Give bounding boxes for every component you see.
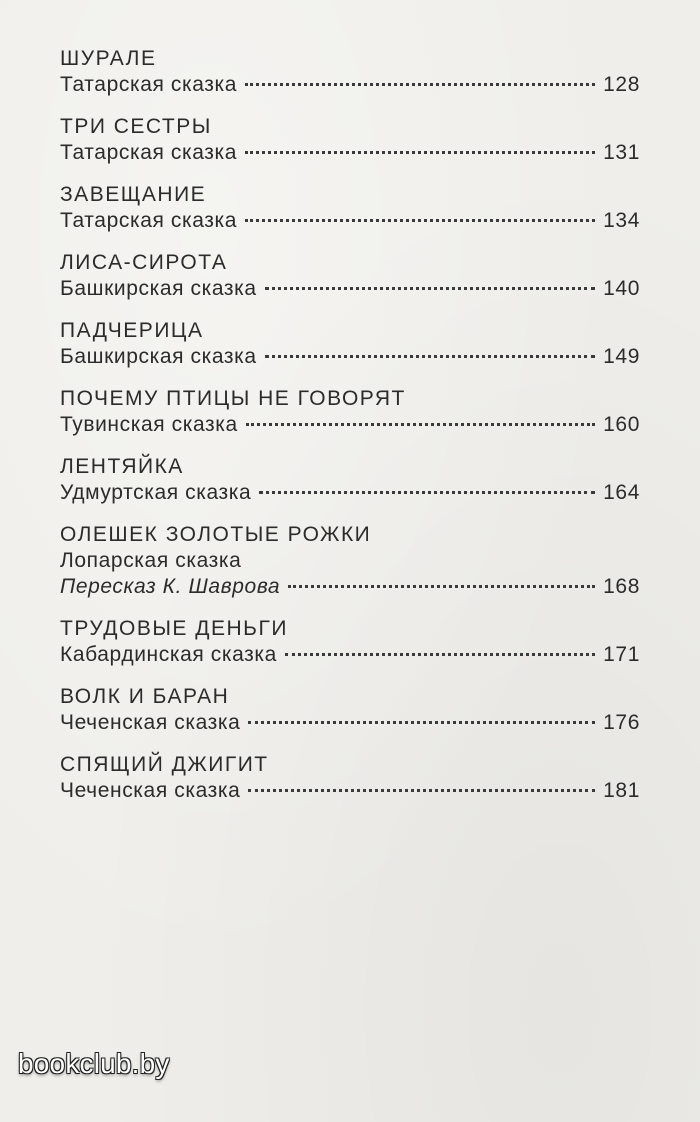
toc-entry	[60, 386, 640, 438]
page-number: 171	[603, 643, 640, 666]
retelling-credit: Пересказ К. Шаврова	[60, 575, 281, 598]
story-origin: Татарская сказка	[60, 141, 238, 164]
page-number: 164	[603, 481, 640, 504]
toc-entry	[60, 182, 640, 234]
story-title: ТРИ СЕСТРЫ	[60, 115, 212, 138]
story-title: ЛЕНТЯЙКА	[60, 455, 184, 478]
dot-leader	[245, 219, 595, 222]
dot-leader	[259, 491, 595, 494]
toc-line[interactable]	[60, 208, 640, 234]
dot-leader	[248, 789, 595, 792]
story-title: ПАДЧЕРИЦА	[60, 319, 204, 342]
watermark: bookclub.by	[18, 1048, 170, 1079]
toc-line[interactable]	[60, 344, 640, 370]
dot-leader	[246, 423, 595, 426]
page-number: 168	[603, 575, 640, 598]
story-origin: Татарская сказка	[60, 73, 238, 96]
dot-leader	[248, 721, 595, 724]
toc-entry	[60, 318, 640, 370]
page-number: 134	[603, 209, 640, 232]
story-title: ВОЛК И БАРАН	[60, 685, 230, 708]
page-number: 140	[603, 277, 640, 300]
toc-entry	[60, 684, 640, 736]
toc-entry	[60, 46, 640, 98]
dot-leader	[265, 355, 595, 358]
toc-line[interactable]	[60, 140, 640, 166]
toc-entry	[60, 114, 640, 166]
story-origin: Башкирская сказка	[60, 277, 257, 300]
page-number: 131	[603, 141, 640, 164]
toc-line[interactable]	[60, 574, 640, 600]
story-origin: Чеченская сказка	[60, 779, 241, 802]
story-title: ЛИСА-СИРОТА	[60, 251, 228, 274]
story-origin: Лопарская сказка	[60, 549, 242, 572]
story-title: СПЯЩИЙ ДЖИГИТ	[60, 753, 269, 776]
toc-line[interactable]	[60, 778, 640, 804]
story-origin: Удмуртская сказка	[60, 481, 252, 504]
story-title: ШУРАЛЕ	[60, 47, 157, 70]
toc-entry	[60, 752, 640, 804]
toc-entry	[60, 454, 640, 506]
story-title: ТРУДОВЫЕ ДЕНЬГИ	[60, 617, 288, 640]
toc-entry	[60, 250, 640, 302]
story-title: ОЛЕШЕК ЗОЛОТЫЕ РОЖКИ	[60, 523, 372, 546]
dot-leader	[245, 83, 595, 86]
page-number: 160	[603, 413, 640, 436]
toc-line[interactable]	[60, 276, 640, 302]
story-origin: Кабардинская сказка	[60, 643, 277, 666]
table-of-contents	[60, 46, 640, 820]
story-origin: Тувинская сказка	[60, 413, 238, 436]
toc-line[interactable]	[60, 710, 640, 736]
dot-leader	[245, 151, 595, 154]
page-number: 181	[603, 779, 640, 802]
toc-line[interactable]	[60, 72, 640, 98]
story-origin: Чеченская сказка	[60, 711, 241, 734]
toc-line[interactable]	[60, 642, 640, 668]
story-title: ЗАВЕЩАНИЕ	[60, 183, 207, 206]
page-number: 149	[603, 345, 640, 368]
toc-entry	[60, 616, 640, 668]
dot-leader	[285, 653, 595, 656]
toc-line[interactable]	[60, 480, 640, 506]
dot-leader	[288, 585, 595, 588]
dot-leader	[265, 287, 595, 290]
page-number: 128	[603, 73, 640, 96]
toc-line[interactable]	[60, 412, 640, 438]
story-title: ПОЧЕМУ ПТИЦЫ НЕ ГОВОРЯТ	[60, 387, 406, 410]
story-origin: Татарская сказка	[60, 209, 238, 232]
page-number: 176	[603, 711, 640, 734]
story-origin: Башкирская сказка	[60, 345, 257, 368]
toc-entry	[60, 522, 640, 600]
